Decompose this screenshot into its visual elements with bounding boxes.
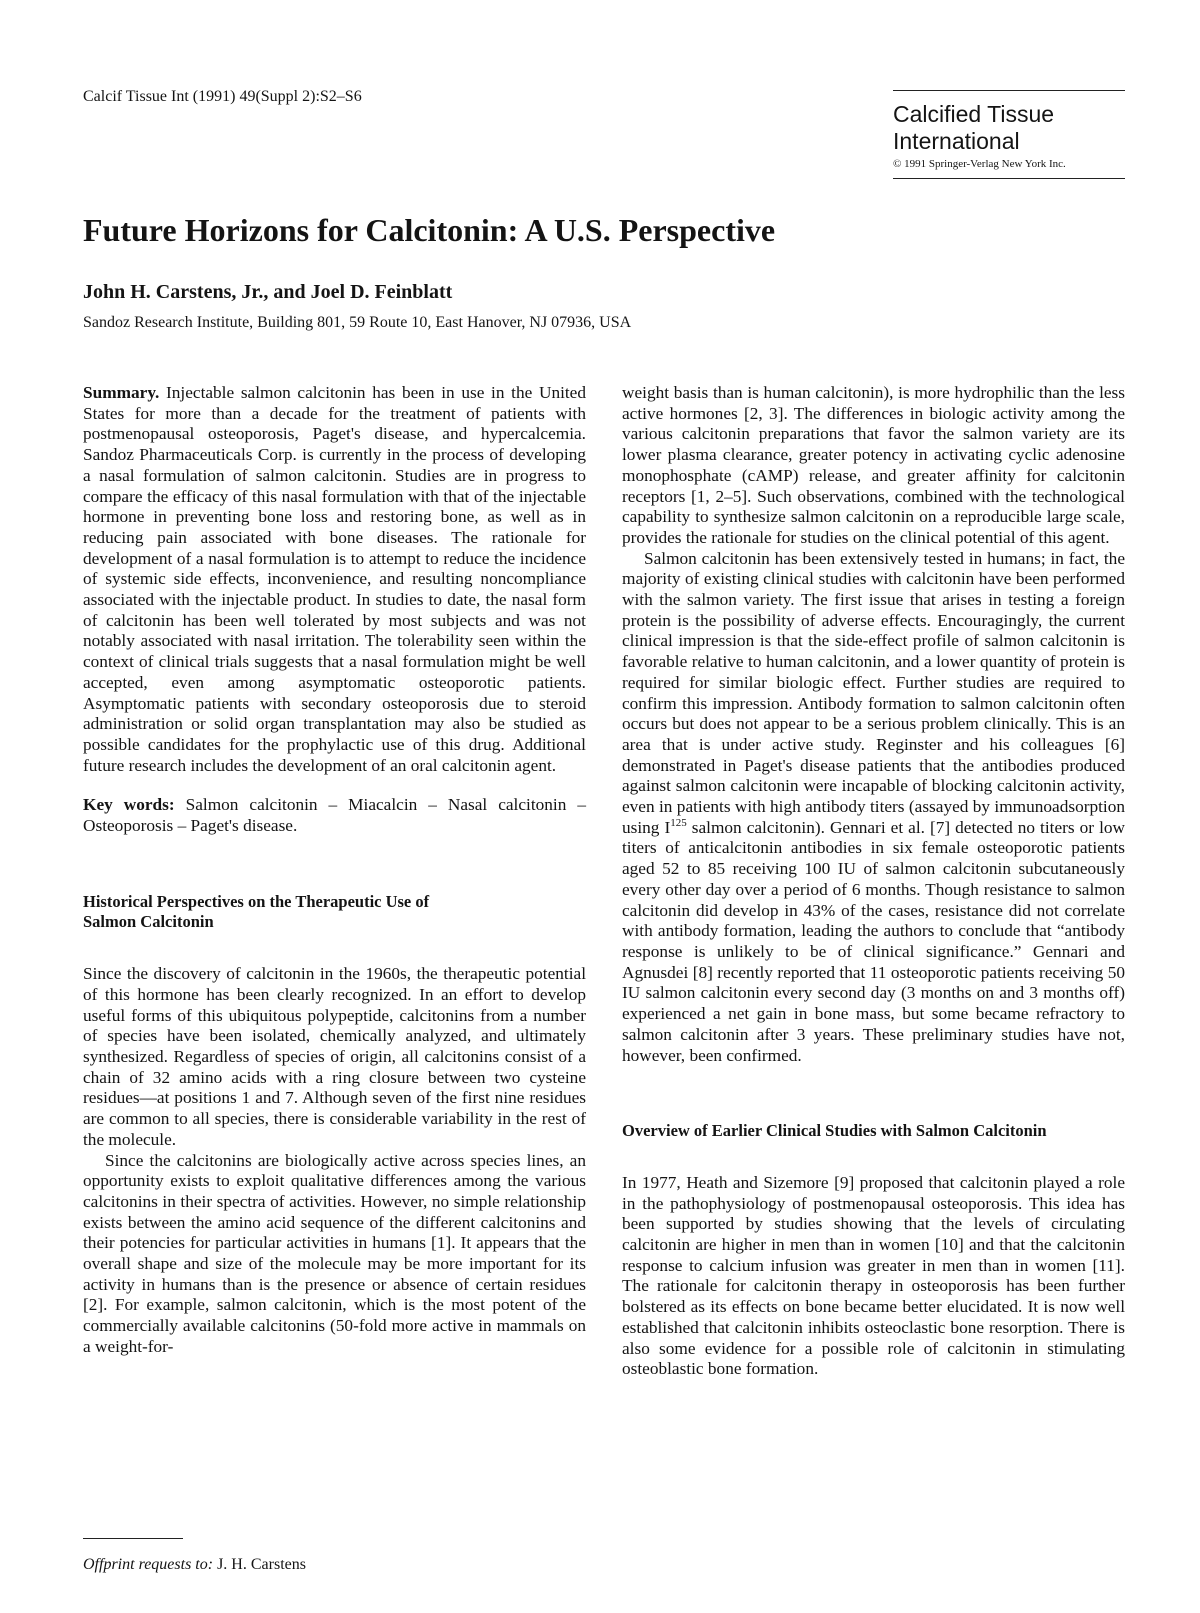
footnote-divider: [83, 1538, 183, 1539]
body-paragraph: [622, 549, 1125, 1067]
section-heading-historical: [83, 892, 586, 933]
copyright-notice: © 1991 Springer-Verlag New York Inc.: [893, 158, 1066, 170]
journal-citation: Calcif Tissue Int (1991) 49(Suppl 2):S2–S6: [83, 88, 362, 105]
journal-name-line1: Calcified Tissue: [893, 101, 1055, 127]
left-column: [83, 383, 586, 1358]
summary-label: Summary.: [83, 383, 160, 402]
journal-name-line2: International: [893, 128, 1020, 154]
keywords-label: Key words:: [83, 795, 175, 815]
keywords-paragraph: [83, 795, 586, 836]
section-heading-overview: Overview of Earlier Clinical Studies with Salmon Calcitonin: [622, 1121, 1047, 1141]
summary-text: Injectable salmon calcitonin has been in use in the United States for more than a decade for the treatment of patients with postmenopausal osteoporosis, Paget's disease, and hypercalcemia. Sandoz Pharmaceuticals Corp. is currently in the process of developing a nasal formulation of salmon calcitonin. Studies are in progress to compare the efficacy of this nasal formulation with that of the injectable hormone in preventing bone loss and restoring bone, as well as in reducing pain associated with bone diseases. The rationale for development of a nasal formulation is to attempt to reduce the incidence of systemic side effects, inconvenience, and resulting noncompliance associated with the injectable product. In studies to date, the nasal form of calcitonin has been well tolerated by most subjects and was not notably associated with nasal irritation. The tolerability seen within the context of clinical trials suggests that a nasal formulation might be well accepted, even among asymptomatic osteoporotic patients. Asymptomatic patients with secondary osteoporosis due to steroid administration or solid organ transplantation may also be studied as possible candidates for the prophylactic use of this drug. Additional future research includes the development of an oral calcitonin agent.: [83, 383, 586, 775]
keywords-text: Salmon calcitonin – Miacalcin – Nasal calcitonin – Osteoporosis – Paget's disease.: [83, 795, 586, 836]
author-affiliation: Sandoz Research Institute, Building 801, 59 Route 10, East Hanover, NJ 07936, USA: [83, 314, 632, 331]
body-paragraph: Since the calcitonins are biologically active across species lines, an opportunity exists to exploit qualitative differences among the various calcitonins in their spectra of activities. However, no simple relationship exists between the amino acid sequence of the different calcitonins and their potencies for particular activities in humans [1]. It appears that the overall shape and size of the molecule may be more important for its activity in humans than is the presence or absence of certain residues [2]. For example, salmon calcitonin, which is the most potent of the commercially available calcitonins (50-fold more active in mammals on a weight-for-: [83, 1150, 586, 1356]
isotope-superscript: 125: [670, 817, 687, 829]
section-heading-line2: Salmon Calcitonin: [83, 912, 214, 932]
body-paragraph: Since the discovery of calcitonin in the 1960s, the therapeutic potential of this hormone has been clearly recognized. In an effort to develop useful forms of this ubiquitous polypeptide, calcitonins from a number of species have been isolated, chemically analyzed, and ultimately synthesized. Regardless of species of origin, all calcitonins consist of a chain of 32 amino acids with a ring closure between two cysteine residues—at positions 1 and 7. Although seven of the first nine residues are common to all species, there is considerable variability in the rest of the molecule.: [83, 964, 586, 1149]
journal-name: [893, 101, 1125, 155]
body-text: Salmon calcitonin has been extensively tested in humans; in fact, the majority of existing clinical studies with calcitonin have been performed with the salmon variety. The first issue that arises in testing a foreign protein is the possibility of adverse effects. Encouragingly, the current clinical impression is that the side-effect profile of salmon calcitonin is favorable relative to human calcitonin, and a lower quantity of protein is required for similar biologic effect. Further studies are required to confirm this impression. Antibody formation to salmon calcitonin often occurs but does not appear to be a serious problem clinically. This is an area that is under active study. Reginster and his colleagues [6] demonstrated in Paget's disease patients that the antibodies produced against salmon calcitonin were incapable of blocking calcitonin activity, even in patients with high antibody titers (assayed by immunoadsorption using I: [622, 548, 1125, 837]
right-column: [622, 383, 1125, 1380]
section-heading-line1: Historical Perspectives on the Therapeutic Use of: [83, 891, 430, 911]
journal-masthead: [893, 90, 1125, 179]
summary-paragraph: [83, 383, 586, 776]
article-authors: John H. Carstens, Jr., and Joel D. Feinblatt: [83, 281, 453, 303]
offprint-name: J. H. Carstens: [217, 1556, 306, 1573]
body-paragraph: weight basis than is human calcitonin), is more hydrophilic than the less active hormones [2, 3]. The differences in biologic activity among the various calcitonin preparations that favor the salmon variety are its lower plasma clearance, greater potency in activating cyclic adenosine monophosphate (cAMP) release, and greater affinity for calcitonin receptors [1, 2–5]. Such observations, combined with the technological capability to synthesize salmon calcitonin on a reproducible large scale, provides the rationale for studies on the clinical potential of this agent.: [622, 383, 1125, 547]
body-text: salmon calcitonin). Gennari et al. [7] detected no titers or low titers of anticalcitonin antibodies in six female osteoporotic patients aged 52 to 85 receiving 100 IU of salmon calcitonin subcutaneously every other day over a period of 6 months. Though resistance to salmon calcitonin did develop in 43% of the cases, resistance did not correlate with antibody formation, leading the authors to conclude that “antibody response is unlikely to be of clinical significance.” Gennari and Agnusdei [8] recently reported that 11 osteoporotic patients receiving 50 IU salmon calcitonin every second day (3 months on and 3 months off) experienced a net gain in bone mass, but some became refractory to salmon calcitonin after 3 years. These preliminary studies have not, however, been confirmed.: [622, 817, 1125, 1065]
body-paragraph: In 1977, Heath and Sizemore [9] proposed that calcitonin played a role in the pathophysiology of postmenopausal osteoporosis. This idea has been supported by studies showing that the levels of circulating calcitonin are higher in men than in women [10] and that the calcitonin response to calcium infusion was greater in men than in women [11]. The rationale for calcitonin therapy in osteoporosis has been further bolstered as its effects on bone became better elucidated. It is now well established that calcitonin inhibits osteoclastic bone resorption. There is also some evidence for a possible role of calcitonin in stimulating osteoblastic bone formation.: [622, 1172, 1125, 1379]
article-title: Future Horizons for Calcitonin: A U.S. Perspective: [83, 212, 776, 248]
offprint-label: Offprint requests to:: [83, 1556, 214, 1573]
offprint-footnote: [83, 1556, 306, 1574]
